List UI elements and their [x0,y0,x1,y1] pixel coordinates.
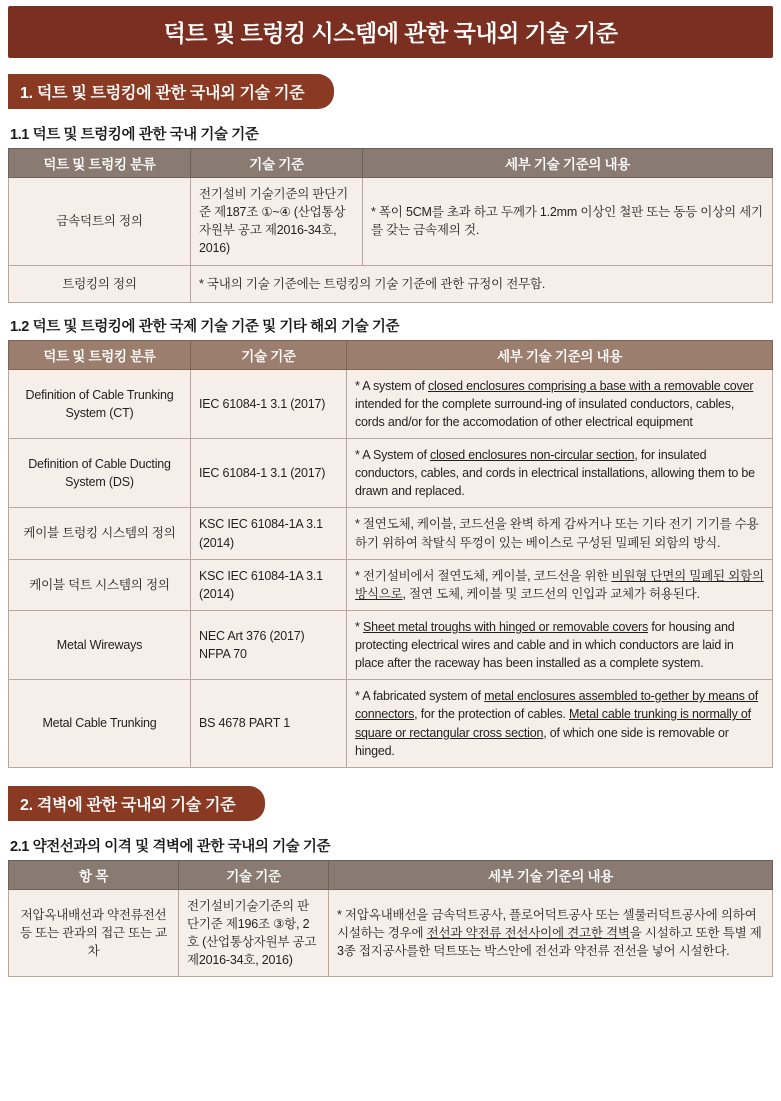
table-international-duct-standards [8,340,773,768]
table-header-row [9,149,773,178]
table-domestic-duct-standards [8,148,773,303]
cell-classification: 저압옥내배선과 약전류전선 등 또는 관과의 접근 또는 교차 [9,889,179,977]
table-row [9,439,773,508]
column-header-classification: 덕트 및 트렁킹 분류 [9,340,191,369]
cell-classification: Metal Cable Trunking [9,680,191,768]
subsection-heading-2-1: 2.1 약전선과의 이격 및 격벽에 관한 국내의 기술 기준 [10,838,331,855]
cell-detail: * 폭이 5CM를 초과 하고 두께가 1.2mm 이상인 철판 또는 동등 이상의 세기를 갖는 금속제의 것. [363,178,773,266]
cell-standard: KSC IEC 61084-1A 3.1 (2014) [191,559,347,610]
cell-detail: * A system of closed enclosures comprising a base with a removable cover intended for the complete surround-ing of insulated conductors, cables, cords and/or for the accomodation of other electrical equipment [347,369,773,438]
section-heading-1: 1. 덕트 및 트렁킹에 관한 국내외 기술 기준 [8,74,334,109]
column-header-classification: 덕트 및 트렁킹 분류 [9,149,191,178]
cell-classification: 케이블 덕트 시스템의 정의 [9,559,191,610]
cell-classification: Metal Wireways [9,610,191,679]
cell-detail: * 절연도체, 케이블, 코드선을 완벽 하게 감싸거나 또는 기타 전기 기기를 수용하기 위하여 착탈식 뚜껑이 있는 베이스로 구성된 밀폐된 외함의 방식. [347,508,773,559]
cell-classification: 트렁킹의 정의 [9,265,191,302]
subsection-heading-1-2: 1.2 덕트 및 트렁킹에 관한 국제 기술 기준 및 기타 해외 기술 기준 [10,318,400,335]
table-header-row [9,340,773,369]
cell-standard: 전기설비기술기준의 판단기준 제196조 ③항, 2호 (산업통상자원부 공고 제2016-34호, 2016) [179,889,329,977]
cell-standard: KSC IEC 61084-1A 3.1 (2014) [191,508,347,559]
cell-detail: * A System of closed enclosures non-circular section, for insulated conductors, cables, and cords in electrical installations, allowing them to be drawn and replaced. [347,439,773,508]
page-title: 덕트 및 트렁킹 시스템에 관한 국내외 기술 기준 [8,6,773,58]
cell-standard: NEC Art 376 (2017) NFPA 70 [191,610,347,679]
table-row [9,508,773,559]
column-header-detail: 세부 기술 기준의 내용 [347,340,773,369]
cell-detail: * 전기설비에서 절연도체, 케이블, 코드선을 위한 비원형 단면의 밀폐된 외함의 방식으로, 절연 도체, 케이블 및 코드선의 인입과 교체가 허용된다. [347,559,773,610]
cell-detail: * 저압옥내배선을 금속덕트공사, 플로어덕트공사 또는 셀룰러덕트공사에 의하여 시설하는 경우에 전선과 약전류 전선사이에 견고한 격벽을 시설하고 또한 특별 제3종 접지공사를한 덕트또는 박스안에 전선과 약전류 전선을 넣어 시설한다. [329,889,773,977]
table-row [9,889,773,977]
cell-classification: 금속덕트의 정의 [9,178,191,266]
cell-standard: IEC 61084-1 3.1 (2017) [191,439,347,508]
document-page [0,6,781,999]
table-row [9,369,773,438]
table-row [9,680,773,768]
cell-classification: Definition of Cable Ducting System (DS) [9,439,191,508]
table-row [9,559,773,610]
cell-classification: 케이블 트렁킹 시스템의 정의 [9,508,191,559]
table-partition-standards [8,860,773,978]
cell-standard: 전기설비 기술기준의 판단기준 제187조 ①~④ (산업통상자원부 공고 제2016-34호, 2016) [191,178,363,266]
table-row [9,610,773,679]
table-row [9,265,773,302]
column-header-detail: 세부 기술 기준의 내용 [329,860,773,889]
cell-standard: IEC 61084-1 3.1 (2017) [191,369,347,438]
cell-detail: * Sheet metal troughs with hinged or removable covers for housing and protecting electrical wires and cable and in which conductors are laid in place after the raceway has been installed as a complete system. [347,610,773,679]
cell-detail: * A fabricated system of metal enclosures assembled to-gether by means of connectors, for the protection of cables. Metal cable trunking is normally of square or rectangular cross section, of which one side is removable or hinged. [347,680,773,768]
cell-classification: Definition of Cable Trunking System (CT) [9,369,191,438]
column-header-detail: 세부 기술 기준의 내용 [363,149,773,178]
column-header-standard: 기술 기준 [179,860,329,889]
cell-standard: BS 4678 PART 1 [191,680,347,768]
cell-note: * 국내의 기술 기준에는 트렁킹의 기술 기준에 관한 규정이 전무함. [191,265,773,302]
column-header-standard: 기술 기준 [191,149,363,178]
table-header-row [9,860,773,889]
section-heading-2: 2. 격벽에 관한 국내외 기술 기준 [8,786,265,821]
table-row [9,178,773,266]
column-header-standard: 기술 기준 [191,340,347,369]
subsection-heading-1-1: 1.1 덕트 및 트렁킹에 관한 국내 기술 기준 [10,127,259,143]
column-header-item: 항 목 [9,860,179,889]
